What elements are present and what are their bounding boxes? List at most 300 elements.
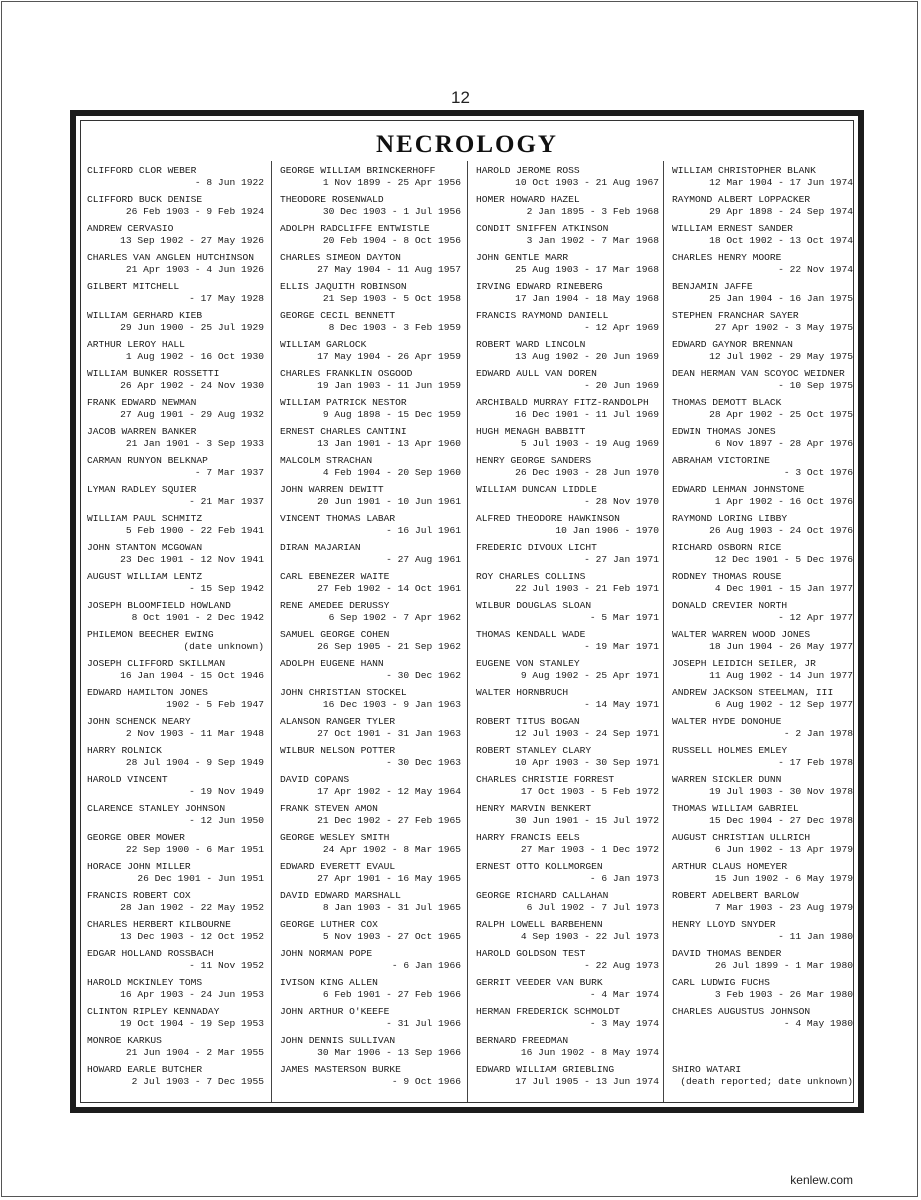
entry-dates: - 30 Dec 1962 (386, 670, 461, 681)
entry-dates: 26 Feb 1903 - 9 Feb 1924 (125, 206, 264, 217)
necrology-entry (666, 511, 859, 540)
entry-name: GERRIT VEEDER VAN BURK (476, 977, 603, 988)
necrology-entry (274, 859, 467, 888)
necrology-entry (470, 308, 665, 337)
necrology-entry (81, 366, 270, 395)
entry-name: CLIFFORD CLOR WEBER (87, 165, 197, 176)
entry-dates: - 19 Mar 1971 (584, 641, 659, 652)
entry-name: WILLIAM BUNKER ROSSETTI (87, 368, 220, 379)
entry-name: JOSEPH BLOOMFIELD HOWLAND (87, 600, 231, 611)
necrology-entry (274, 540, 467, 569)
entry-dates: 19 Jan 1903 - 11 Jun 1959 (317, 380, 461, 391)
necrology-entry (274, 569, 467, 598)
entry-name: CLINTON RIPLEY KENNADAY (87, 1006, 220, 1017)
entry-name: SHIRO WATARI (672, 1064, 742, 1075)
necrology-entry (470, 801, 665, 830)
entry-name: WILLIAM DUNCAN LIDDLE (476, 484, 597, 495)
entry-name: FREDERIC DIVOUX LICHT (476, 542, 597, 553)
necrology-entry (81, 511, 270, 540)
necrology-entry (274, 656, 467, 685)
entry-dates: 27 Oct 1901 - 31 Jan 1963 (317, 728, 461, 739)
necrology-entry (470, 221, 665, 250)
entry-name: DAVID EDWARD MARSHALL (280, 890, 401, 901)
entry-name: RUSSELL HOLMES EMLEY (672, 745, 788, 756)
entry-name: CHARLES HERBERT KILBOURNE (87, 919, 231, 930)
necrology-entry (470, 859, 665, 888)
entry-dates: 13 Sep 1902 - 27 May 1926 (120, 235, 264, 246)
necrology-entry (81, 163, 270, 192)
necrology-entry (274, 337, 467, 366)
necrology-entry (274, 685, 467, 714)
necrology-entry (274, 511, 467, 540)
entry-dates: (death reported; date unknown) (680, 1076, 853, 1087)
necrology-entry (470, 917, 665, 946)
entry-name: IVISON KING ALLEN (280, 977, 378, 988)
entry-dates: - 28 Nov 1970 (584, 496, 659, 507)
entry-name: THOMAS KENDALL WADE (476, 629, 586, 640)
entry-name: WILLIAM PATRICK NESTOR (280, 397, 407, 408)
necrology-entry (470, 279, 665, 308)
entry-dates: 6 Feb 1901 - 27 Feb 1966 (322, 989, 461, 1000)
entry-name: JOSEPH LEIDICH SEILER, JR (672, 658, 816, 669)
entry-dates: 7 Mar 1903 - 23 Aug 1979 (714, 902, 853, 913)
entry-name: WILLIAM GERHARD KIEB (87, 310, 203, 321)
entry-name: JOHN NORMAN POPE (280, 948, 373, 959)
entry-dates: - 2 Jan 1978 (783, 728, 853, 739)
necrology-entry (666, 975, 859, 1004)
entry-dates: 8 Dec 1903 - 3 Feb 1959 (328, 322, 461, 333)
necrology-entry (274, 627, 467, 656)
necrology-entry (81, 888, 270, 917)
entry-name: HORACE JOHN MILLER (87, 861, 191, 872)
entry-dates: 3 Jan 1902 - 7 Mar 1968 (526, 235, 659, 246)
entry-dates: 23 Dec 1901 - 12 Nov 1941 (120, 554, 264, 565)
necrology-entry (81, 250, 270, 279)
entry-name: LYMAN RADLEY SQUIER (87, 484, 197, 495)
necrology-entry (666, 801, 859, 830)
necrology-entry (666, 482, 859, 511)
entry-dates: 1902 - 5 Feb 1947 (166, 699, 264, 710)
necrology-entry (666, 366, 859, 395)
necrology-entry (666, 424, 859, 453)
necrology-entry (470, 482, 665, 511)
entry-name: EDWIN THOMAS JONES (672, 426, 776, 437)
necrology-entry (470, 598, 665, 627)
entry-name: ARTHUR CLAUS HOMEYER (672, 861, 788, 872)
necrology-entry (666, 917, 859, 946)
entry-name: THOMAS WILLIAM GABRIEL (672, 803, 799, 814)
entry-dates: 18 Oct 1902 - 13 Oct 1974 (709, 235, 853, 246)
necrology-entry (666, 772, 859, 801)
entry-name: DIRAN MAJARIAN (280, 542, 361, 553)
necrology-entry (470, 946, 665, 975)
necrology-entry (470, 511, 665, 540)
necrology-entry (81, 279, 270, 308)
entry-name: THEODORE ROSENWALD (280, 194, 384, 205)
entry-dates: 22 Sep 1900 - 6 Mar 1951 (125, 844, 264, 855)
entry-name: HAROLD VINCENT (87, 774, 168, 785)
entry-name: CARL LUDWIG FUCHS (672, 977, 770, 988)
entry-dates: 27 Aug 1901 - 29 Aug 1932 (120, 409, 264, 420)
necrology-entry (274, 424, 467, 453)
necrology-entry (81, 337, 270, 366)
entry-dates: 17 Oct 1903 - 5 Feb 1972 (520, 786, 659, 797)
entry-dates: - 22 Nov 1974 (778, 264, 853, 275)
necrology-entry (470, 743, 665, 772)
necrology-entry (470, 656, 665, 685)
necrology-entry (470, 366, 665, 395)
entry-name: WALTER HYDE DONOHUE (672, 716, 782, 727)
entry-dates: 30 Jun 1901 - 15 Jul 1972 (515, 815, 659, 826)
entry-name: WILLIAM PAUL SCHMITZ (87, 513, 203, 524)
entry-name: SAMUEL GEORGE COHEN (280, 629, 390, 640)
entry-dates: - 17 May 1928 (189, 293, 264, 304)
entry-dates: - 12 Apr 1977 (778, 612, 853, 623)
entry-dates: 26 Aug 1903 - 24 Oct 1976 (709, 525, 853, 536)
entry-name: EDWARD HAMILTON JONES (87, 687, 208, 698)
necrology-entry (666, 656, 859, 685)
entry-name: FRANCIS RAYMOND DANIELL (476, 310, 609, 321)
necrology-entry (274, 714, 467, 743)
entry-dates: 6 Sep 1902 - 7 Apr 1962 (328, 612, 461, 623)
entry-dates: 26 Apr 1902 - 24 Nov 1930 (120, 380, 264, 391)
necrology-entry (274, 917, 467, 946)
entry-dates: 27 Mar 1903 - 1 Dec 1972 (520, 844, 659, 855)
entry-name: WILLIAM CHRISTOPHER BLANK (672, 165, 816, 176)
entry-dates: 10 Jan 1906 - 1970 (555, 525, 659, 536)
entry-name: CHARLES FRANKLIN OSGOOD (280, 368, 413, 379)
entry-name: ALANSON RANGER TYLER (280, 716, 396, 727)
necrology-entry (470, 1004, 665, 1033)
entry-dates: 6 Nov 1897 - 28 Apr 1976 (714, 438, 853, 449)
entry-name: GEORGE CECIL BENNETT (280, 310, 396, 321)
necrology-entry (666, 540, 859, 569)
entry-name: GEORGE OBER MOWER (87, 832, 185, 843)
necrology-entry (666, 1033, 859, 1062)
entry-dates: 30 Dec 1903 - 1 Jul 1956 (322, 206, 461, 217)
entry-name: ROBERT TITUS BOGAN (476, 716, 580, 727)
necrology-entry (81, 685, 270, 714)
necrology-entry (274, 308, 467, 337)
entry-dates: 2 Jul 1903 - 7 Dec 1955 (131, 1076, 264, 1087)
entry-dates: 9 Aug 1902 - 25 Apr 1971 (520, 670, 659, 681)
entry-dates: 19 Oct 1904 - 19 Sep 1953 (120, 1018, 264, 1029)
entry-name: HENRY LLOYD SNYDER (672, 919, 776, 930)
entry-name: GEORGE WESLEY SMITH (280, 832, 390, 843)
entry-name: WALTER WARREN WOOD JONES (672, 629, 811, 640)
necrology-inner-border (80, 120, 854, 1103)
entry-name: HAROLD MCKINLEY TOMS (87, 977, 203, 988)
necrology-entry (666, 308, 859, 337)
entry-dates: - 8 Jun 1922 (194, 177, 264, 188)
entry-dates: 21 Apr 1903 - 4 Jun 1926 (125, 264, 264, 275)
entry-dates: 22 Jul 1903 - 21 Feb 1971 (515, 583, 659, 594)
entry-dates: 21 Dec 1902 - 27 Feb 1965 (317, 815, 461, 826)
entry-dates: 17 Jul 1905 - 13 Jun 1974 (515, 1076, 659, 1087)
necrology-entry (666, 250, 859, 279)
necrology-entry (81, 975, 270, 1004)
entry-name: ARTHUR LEROY HALL (87, 339, 185, 350)
entry-dates: 2 Nov 1903 - 11 Mar 1948 (125, 728, 264, 739)
entry-name: CHARLES VAN ANGLEN HUTCHINSON (87, 252, 254, 263)
necrology-entry (470, 163, 665, 192)
entry-name: IRVING EDWARD RINEBERG (476, 281, 603, 292)
entry-name: FRANK STEVEN AMON (280, 803, 378, 814)
entry-dates: 16 Apr 1903 - 24 Jun 1953 (120, 989, 264, 1000)
entry-dates: 16 Jan 1904 - 15 Oct 1946 (120, 670, 264, 681)
necrology-entry (470, 540, 665, 569)
entry-dates: 12 Dec 1901 - 5 Dec 1976 (714, 554, 853, 565)
entry-dates: 21 Jan 1901 - 3 Sep 1933 (125, 438, 264, 449)
entry-name: ERNEST OTTO KOLLMORGEN (476, 861, 603, 872)
entry-name: HARRY FRANCIS EELS (476, 832, 580, 843)
necrology-entry (666, 337, 859, 366)
page-number: 12 (451, 88, 470, 107)
entry-name: RENE AMEDEE DERUSSY (280, 600, 390, 611)
entry-dates: 20 Jun 1901 - 10 Jun 1961 (317, 496, 461, 507)
entry-name: CHARLES SIMEON DAYTON (280, 252, 401, 263)
necrology-entry (470, 1033, 665, 1062)
entry-name: MONROE KARKUS (87, 1035, 162, 1046)
entry-name: ARCHIBALD MURRAY FITZ-RANDOLPH (476, 397, 649, 408)
necrology-column-1 (81, 163, 270, 1100)
necrology-entry (470, 1062, 665, 1091)
entry-dates: 1 Aug 1902 - 16 Oct 1930 (125, 351, 264, 362)
necrology-entry (274, 221, 467, 250)
entry-dates: - 6 Jan 1973 (589, 873, 659, 884)
entry-name: STEPHEN FRANCHAR SAYER (672, 310, 799, 321)
necrology-entry (274, 1004, 467, 1033)
entry-dates: 21 Sep 1903 - 5 Oct 1958 (322, 293, 461, 304)
necrology-entry (666, 221, 859, 250)
entry-dates: 3 Feb 1903 - 26 Mar 1980 (714, 989, 853, 1000)
entry-name: EDWARD GAYNOR BRENNAN (672, 339, 793, 350)
entry-name: ALFRED THEODORE HAWKINSON (476, 513, 620, 524)
necrology-entry (274, 163, 467, 192)
page-title: NECROLOGY (376, 131, 558, 158)
entry-name: JOHN DENNIS SULLIVAN (280, 1035, 396, 1046)
column-divider-2 (467, 161, 468, 1102)
necrology-entry (81, 772, 270, 801)
entry-dates: 15 Dec 1904 - 27 Dec 1978 (709, 815, 853, 826)
entry-dates: 1 Nov 1899 - 25 Apr 1956 (322, 177, 461, 188)
necrology-entry (81, 1062, 270, 1091)
entry-dates: - 15 Sep 1942 (189, 583, 264, 594)
entry-name: EDWARD LEHMAN JOHNSTONE (672, 484, 805, 495)
entry-dates: 10 Apr 1903 - 30 Sep 1971 (515, 757, 659, 768)
entry-dates: 18 Jun 1904 - 26 May 1977 (709, 641, 853, 652)
entry-name: ANDREW JACKSON STEELMAN, III (672, 687, 834, 698)
entry-name: RALPH LOWELL BARBEHENN (476, 919, 603, 930)
entry-dates: 4 Feb 1904 - 20 Sep 1960 (322, 467, 461, 478)
necrology-entry (666, 714, 859, 743)
necrology-entry (81, 453, 270, 482)
entry-name: AUGUST WILLIAM LENTZ (87, 571, 203, 582)
entry-dates: - 4 Mar 1974 (589, 989, 659, 1000)
entry-dates: - 27 Aug 1961 (386, 554, 461, 565)
entry-name: HOWARD EARLE BUTCHER (87, 1064, 203, 1075)
necrology-entry (274, 366, 467, 395)
necrology-entry (666, 192, 859, 221)
necrology-entry (666, 395, 859, 424)
entry-name: ADOLPH EUGENE HANN (280, 658, 384, 669)
entry-dates: - 20 Jun 1969 (584, 380, 659, 391)
necrology-entry (81, 859, 270, 888)
necrology-entry (81, 598, 270, 627)
necrology-entry (274, 801, 467, 830)
necrology-entry (81, 946, 270, 975)
entry-dates: 20 Feb 1904 - 8 Oct 1956 (322, 235, 461, 246)
entry-name: JAMES MASTERSON BURKE (280, 1064, 401, 1075)
entry-dates: - 27 Jan 1971 (584, 554, 659, 565)
entry-dates: 2 Jan 1895 - 3 Feb 1968 (526, 206, 659, 217)
entry-name: ROY CHARLES COLLINS (476, 571, 586, 582)
necrology-entry (274, 772, 467, 801)
necrology-entry (81, 308, 270, 337)
necrology-entry (274, 250, 467, 279)
entry-dates: - 21 Mar 1937 (189, 496, 264, 507)
necrology-entry (666, 453, 859, 482)
entry-dates: 21 Jun 1904 - 2 Mar 1955 (125, 1047, 264, 1058)
entry-dates: 4 Dec 1901 - 15 Jan 1977 (714, 583, 853, 594)
entry-name: RAYMOND ALBERT LOPPACKER (672, 194, 811, 205)
necrology-entry (81, 192, 270, 221)
entry-dates: 13 Jan 1901 - 13 Apr 1960 (317, 438, 461, 449)
entry-dates: 8 Jan 1903 - 31 Jul 1965 (322, 902, 461, 913)
entry-dates: 26 Dec 1903 - 28 Jun 1970 (515, 467, 659, 478)
entry-name: RODNEY THOMAS ROUSE (672, 571, 782, 582)
entry-dates: - 12 Jun 1950 (189, 815, 264, 826)
necrology-entry (666, 685, 859, 714)
necrology-entry (666, 888, 859, 917)
entry-name: BERNARD FREEDMAN (476, 1035, 569, 1046)
necrology-entry (81, 1004, 270, 1033)
entry-name: VINCENT THOMAS LABAR (280, 513, 396, 524)
entry-dates: 26 Sep 1905 - 21 Sep 1962 (317, 641, 461, 652)
entry-dates: 12 Jul 1903 - 24 Sep 1971 (515, 728, 659, 739)
entry-name: GEORGE RICHARD CALLAHAN (476, 890, 609, 901)
necrology-entry (666, 627, 859, 656)
necrology-entry (470, 685, 665, 714)
necrology-entry (470, 888, 665, 917)
entry-dates: 30 Mar 1906 - 13 Sep 1966 (317, 1047, 461, 1058)
necrology-entry (81, 830, 270, 859)
entry-dates: 6 Aug 1902 - 12 Sep 1977 (714, 699, 853, 710)
entry-dates: 27 May 1904 - 11 Aug 1957 (317, 264, 461, 275)
necrology-entry (274, 1033, 467, 1062)
necrology-entry (470, 192, 665, 221)
necrology-entry (274, 395, 467, 424)
entry-dates: 6 Jun 1902 - 13 Apr 1979 (714, 844, 853, 855)
entry-name: EDWARD AULL VAN DOREN (476, 368, 597, 379)
entry-name: AUGUST CHRISTIAN ULLRICH (672, 832, 811, 843)
entry-name: CHARLES CHRISTIE FORREST (476, 774, 615, 785)
necrology-entry (666, 1062, 859, 1091)
entry-dates: - 30 Dec 1963 (386, 757, 461, 768)
entry-dates: (date unknown) (183, 641, 264, 652)
entry-dates: 26 Jul 1899 - 1 Mar 1980 (714, 960, 853, 971)
necrology-entry (274, 888, 467, 917)
entry-name: EDGAR HOLLAND ROSSBACH (87, 948, 214, 959)
necrology-entry (274, 743, 467, 772)
necrology-entry (666, 1004, 859, 1033)
necrology-entry (666, 569, 859, 598)
entry-dates: 10 Oct 1903 - 21 Aug 1967 (515, 177, 659, 188)
entry-dates: - 3 May 1974 (589, 1018, 659, 1029)
entry-dates: 28 Jul 1904 - 9 Sep 1949 (125, 757, 264, 768)
entry-dates: 17 Apr 1902 - 12 May 1964 (317, 786, 461, 797)
entry-name: CHARLES HENRY MOORE (672, 252, 782, 263)
necrology-entry (274, 1062, 467, 1091)
entry-name: PHILEMON BEECHER EWING (87, 629, 214, 640)
necrology-entry (470, 250, 665, 279)
entry-dates: - 6 Jan 1966 (391, 960, 461, 971)
entry-dates: 25 Jan 1904 - 16 Jan 1975 (709, 293, 853, 304)
entry-dates: 5 Feb 1900 - 22 Feb 1941 (125, 525, 264, 536)
entry-name: JOHN CHRISTIAN STOCKEL (280, 687, 407, 698)
entry-dates: 15 Jun 1902 - 6 May 1979 (714, 873, 853, 884)
necrology-entry (666, 830, 859, 859)
entry-dates: - 22 Aug 1973 (584, 960, 659, 971)
necrology-entry (666, 163, 859, 192)
necrology-entry (274, 192, 467, 221)
entry-dates: - 12 Apr 1969 (584, 322, 659, 333)
entry-dates: 17 Jan 1904 - 18 May 1968 (515, 293, 659, 304)
entry-name: HENRY GEORGE SANDERS (476, 455, 592, 466)
necrology-entry (274, 598, 467, 627)
entry-dates: - 5 Mar 1971 (589, 612, 659, 623)
entry-name: CHARLES AUGUSTUS JOHNSON (672, 1006, 811, 1017)
entry-name: DAVID THOMAS BENDER (672, 948, 782, 959)
entry-dates: 16 Dec 1901 - 11 Jul 1969 (515, 409, 659, 420)
necrology-entry (81, 482, 270, 511)
necrology-column-2 (274, 163, 467, 1100)
entry-name: ERNEST CHARLES CANTINI (280, 426, 407, 437)
entry-name: CONDIT SNIFFEN ATKINSON (476, 223, 609, 234)
entry-dates: 6 Jul 1902 - 7 Jul 1973 (526, 902, 659, 913)
necrology-entry (81, 221, 270, 250)
necrology-entry (81, 743, 270, 772)
entry-dates: 1 Apr 1902 - 16 Oct 1976 (714, 496, 853, 507)
necrology-entry (274, 482, 467, 511)
entry-name: ANDREW CERVASIO (87, 223, 174, 234)
entry-dates: 5 Jul 1903 - 19 Aug 1969 (520, 438, 659, 449)
entry-name: WILLIAM ERNEST SANDER (672, 223, 793, 234)
entry-dates: 16 Jun 1902 - 8 May 1974 (520, 1047, 659, 1058)
entry-dates: 25 Aug 1903 - 17 Mar 1968 (515, 264, 659, 275)
entry-name: HUGH MENAGH BABBITT (476, 426, 586, 437)
entry-name: EDWARD WILLIAM GRIEBLING (476, 1064, 615, 1075)
entry-name: HOMER HOWARD HAZEL (476, 194, 580, 205)
necrology-entry (81, 424, 270, 453)
entry-dates: - 31 Jul 1966 (386, 1018, 461, 1029)
entry-dates: 29 Apr 1898 - 24 Sep 1974 (709, 206, 853, 217)
entry-dates: 16 Dec 1903 - 9 Jan 1963 (322, 699, 461, 710)
entry-name: ROBERT STANLEY CLARY (476, 745, 592, 756)
entry-dates: 12 Mar 1904 - 17 Jun 1974 (709, 177, 853, 188)
column-divider-1 (271, 161, 272, 1102)
entry-dates: 27 Apr 1902 - 3 May 1975 (714, 322, 853, 333)
entry-name: ROBERT ADELBERT BARLOW (672, 890, 799, 901)
entry-name: WARREN SICKLER DUNN (672, 774, 782, 785)
necrology-entry (470, 424, 665, 453)
necrology-entry (470, 772, 665, 801)
entry-dates: 17 May 1904 - 26 Apr 1959 (317, 351, 461, 362)
entry-name: GILBERT MITCHELL (87, 281, 180, 292)
entry-dates: - 11 Jan 1980 (778, 931, 853, 942)
entry-dates: 13 Aug 1902 - 20 Jun 1969 (515, 351, 659, 362)
entry-name: JOHN WARREN DEWITT (280, 484, 384, 495)
